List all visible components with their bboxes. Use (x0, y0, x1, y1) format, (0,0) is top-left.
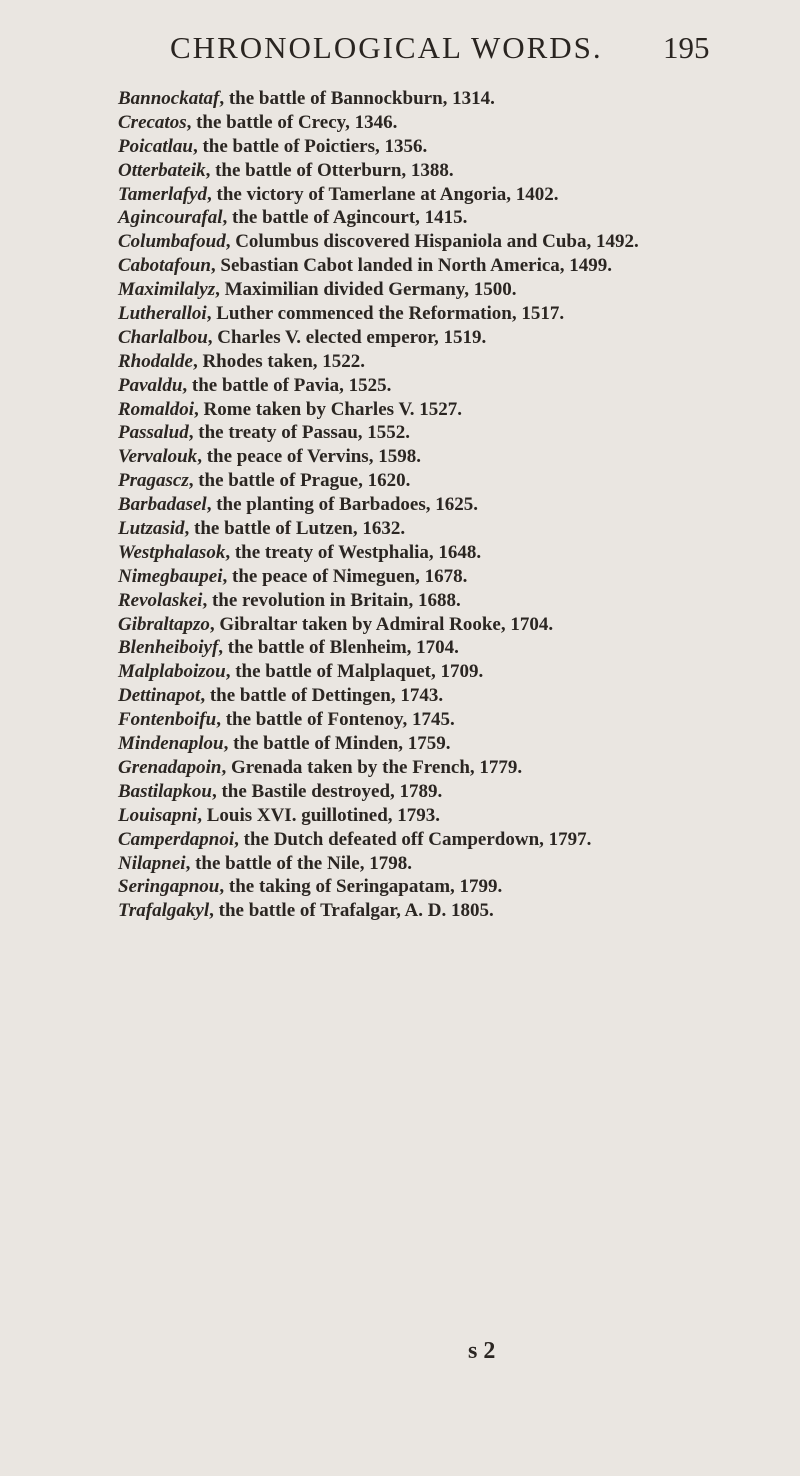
entry-term: Lutzasid (118, 518, 185, 540)
entry-term: Nimegbaupei (118, 565, 223, 587)
list-item (118, 469, 788, 493)
signature-mark: s 2 (468, 1338, 496, 1364)
list-item (118, 278, 788, 302)
entry-description: , the Bastile destroyed, 1789. (211, 780, 443, 802)
entry-description: , the battle of Dettingen, 1743. (200, 685, 444, 707)
entry-term: Camperdapnoi (118, 828, 235, 850)
entry-description: , the planting of Barbadoes, 1625. (206, 494, 478, 516)
list-item (118, 660, 788, 684)
entry-term: Fontenboifu (118, 709, 217, 731)
entry-term: Vervalouk (118, 446, 198, 468)
entry-term: Seringapnou (118, 876, 220, 898)
entry-term: Trafalgakyl (118, 900, 210, 922)
entry-term: Maximilalyz (118, 279, 216, 301)
entry-description: , the battle of Pavia, 1525. (182, 374, 392, 396)
list-item (118, 302, 788, 326)
entry-description: , the battle of Lutzen, 1632. (184, 518, 406, 540)
list-item (118, 589, 788, 613)
entry-description: , the battle of Bannockburn, 1314. (219, 88, 495, 109)
entry-description: , the peace of Vervins, 1598. (197, 446, 421, 468)
list-item (118, 517, 788, 541)
entry-term: Louisapni (118, 804, 198, 826)
list-item (118, 206, 788, 230)
entry-term: Crecatos (118, 111, 187, 133)
entry-term: Malplaboizou (118, 661, 226, 683)
list-item (118, 852, 788, 876)
list-item (118, 732, 788, 756)
entry-description: , the battle of Otterburn, 1388. (205, 159, 454, 181)
list-item (118, 636, 788, 660)
list-item (118, 254, 788, 278)
entry-term: Passalud (118, 422, 189, 444)
entry-term: Agincourafal (118, 207, 223, 229)
entry-description: , Rhodes taken, 1522. (192, 350, 366, 372)
entry-description: , Sebastian Cabot landed in North America, 1499. (210, 255, 613, 277)
list-item (118, 421, 788, 445)
list-item (118, 350, 788, 374)
entry-term: Tamerlafyd (118, 183, 208, 205)
entry-description: , Columbus discovered Hispaniola and Cuba, 1492. (225, 231, 639, 253)
list-item (118, 111, 788, 135)
entry-term: Bannockataf (118, 88, 220, 109)
entry-description: , the revolution in Britain, 1688. (202, 589, 461, 611)
list-item (118, 445, 788, 469)
entry-term: Grenadapoin (118, 756, 222, 778)
entry-term: Dettinapot (118, 685, 201, 707)
list-item (118, 135, 788, 159)
entry-description: , the battle of Agincourt, 1415. (222, 207, 468, 229)
entry-term: Pragascz (118, 470, 189, 492)
entry-description: , Rome taken by Charles V. 1527. (194, 398, 462, 420)
entry-term: Blenheiboiyf (118, 637, 219, 659)
entry-description: , the battle of Malplaquet, 1709. (225, 661, 484, 683)
entry-term: Poicatlau (118, 135, 193, 157)
list-item (118, 541, 788, 565)
list-item (118, 183, 788, 207)
entry-term: Barbadasel (118, 494, 207, 516)
entry-term: Nilapnei (118, 852, 186, 874)
list-item (118, 780, 788, 804)
list-item (118, 87, 788, 111)
entry-term: Revolaskei (118, 589, 203, 611)
list-item (118, 565, 788, 589)
entry-description: , the battle of Trafalgar, A. D. 1805. (209, 900, 494, 922)
entry-description: , the battle of Poictiers, 1356. (192, 135, 428, 157)
list-item (118, 613, 788, 637)
entry-description: , the peace of Nimeguen, 1678. (222, 565, 468, 587)
list-item (118, 804, 788, 828)
list-item (118, 756, 788, 780)
entry-description: , the battle of Prague, 1620. (188, 470, 411, 492)
entry-description: , Maximilian divided Germany, 1500. (215, 279, 517, 301)
entry-term: Gibraltapzo (118, 613, 210, 635)
list-item (118, 828, 788, 852)
entry-description: , the battle of Minden, 1759. (223, 733, 451, 755)
list-item (118, 374, 788, 398)
entry-description: , the battle of Crecy, 1346. (186, 111, 398, 133)
entry-term: Pavaldu (118, 374, 183, 396)
page-number: 195 (663, 30, 710, 65)
list-item (118, 398, 788, 422)
entry-term: Columbafoud (118, 231, 226, 253)
list-item (118, 875, 788, 899)
entry-description: , the Dutch defeated off Camperdown, 1797. (234, 828, 592, 850)
list-item (118, 708, 788, 732)
entry-description: , Louis XVI. guillotined, 1793. (197, 804, 441, 826)
list-item (118, 326, 788, 350)
entry-term: Cabotafoun (118, 255, 211, 277)
entry-description: , Grenada taken by the French, 1779. (221, 756, 523, 778)
entry-description: , the treaty of Passau, 1552. (188, 422, 411, 444)
entry-description: , the battle of Fontenoy, 1745. (216, 709, 455, 731)
entry-term: Rhodalde (118, 350, 193, 372)
entry-description: , Charles V. elected emperor, 1519. (207, 326, 487, 348)
list-item (118, 899, 788, 923)
entry-term: Lutheralloi (118, 303, 207, 325)
entry-description: , the battle of the Nile, 1798. (185, 852, 412, 874)
entry-description: , Luther commenced the Reformation, 1517. (206, 303, 565, 325)
entry-term: Mindenaplou (118, 733, 224, 755)
entry-description: , Gibraltar taken by Admiral Rooke, 1704. (209, 613, 554, 635)
entry-description: , the taking of Seringapatam, 1799. (219, 876, 503, 898)
entry-description: , the victory of Tamerlane at Angoria, 1402. (207, 183, 559, 205)
list-item (118, 684, 788, 708)
chronological-word-list (118, 87, 788, 923)
entry-term: Romaldoi (118, 398, 195, 420)
entry-term: Charlalbou (118, 326, 208, 348)
entry-term: Otterbateik (118, 159, 206, 181)
list-item (118, 159, 788, 183)
list-item (118, 230, 788, 254)
running-title: CHRONOLOGICAL WORDS. (170, 30, 603, 65)
entry-term: Bastilapkou (118, 780, 212, 802)
entry-description: , the battle of Blenheim, 1704. (218, 637, 459, 659)
entry-description: , the treaty of Westphalia, 1648. (225, 541, 482, 563)
page-header (170, 30, 770, 70)
list-item (118, 493, 788, 517)
entry-term: Westphalasok (118, 541, 226, 563)
